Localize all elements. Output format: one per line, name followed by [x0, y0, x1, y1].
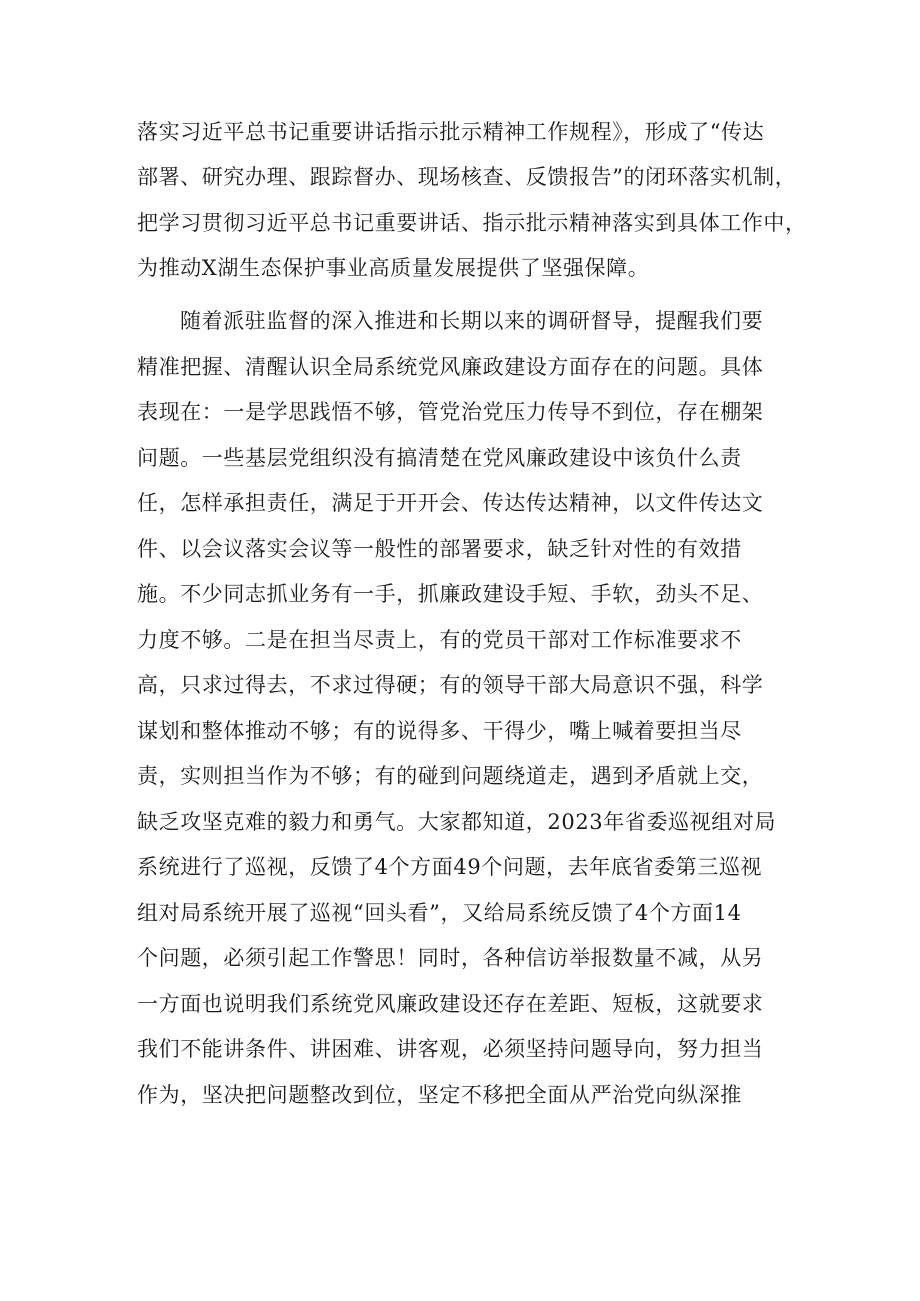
text-line-7: 表现在：一是学思践悟不够，管党治党压力传导不到位，存在棚架	[137, 400, 764, 424]
text-line-10: 件、以会议落实会议等一般性的部署要求，缺乏针对性的有效措	[137, 537, 742, 561]
text-line-22: 作为，坚决把问题整改到位，坚定不移把全面从严治党向纵深推	[137, 1083, 742, 1107]
text-line-6: 精准把握、清醒认识全局系统党风廉政建设方面存在的问题。具体	[137, 355, 764, 379]
text-line-21: 我们不能讲条件、讲困难、讲客观，必须坚持问题导向，努力担当	[137, 1037, 764, 1061]
text-line-12: 力度不够。二是在担当尽责上，有的党员干部对工作标准要求不	[137, 628, 742, 652]
text-line-9: 任，怎样承担责任，满足于开开会、传达传达精神，以文件传达文	[137, 491, 764, 515]
text-line-1: 落实习近平总书记重要讲话指示批示精神工作规程》，形成了“传达	[137, 120, 765, 144]
text-line-15: 责，实则担当作为不够；有的碰到问题绕道走，遇到矛盾就上交，	[137, 764, 764, 788]
text-line-4: 为推动X湖生态保护事业高质量发展提供了坚强保障。	[137, 256, 650, 280]
text-line-20: 一方面也说明我们系统党风廉政建设还存在差距、短板，这就要求	[137, 992, 764, 1016]
text-line-18: 组对局系统开展了巡视“回头看”，又给局系统反馈了4个方面14	[137, 901, 742, 925]
text-line-11: 施。不少同志抓业务有一手，抓廉政建设手短、手软，劲头不足、	[137, 582, 764, 606]
text-line-16: 缺乏攻坚克难的毅力和勇气。大家都知道，2023年省委巡视组对局	[137, 810, 777, 834]
text-line-2: 部署、研究办理、跟踪督办、现场核查、反馈报告”的闭环落实机制，	[137, 165, 797, 189]
text-line-3: 把学习贯彻习近平总书记重要讲话、指示批示精神落实到具体工作中，	[137, 211, 807, 235]
text-line-5: 随着派驻监督的深入推进和长期以来的调研督导，提醒我们要	[180, 309, 764, 333]
text-line-14: 谋划和整体推动不够；有的说得多、干得少，嘴上喊着要担当尽	[137, 719, 742, 743]
text-line-8: 问题。一些基层党组织没有搞清楚在党风廉政建设中该负什么责	[137, 446, 742, 470]
text-line-17: 系统进行了巡视，反馈了4个方面49个问题，去年底省委第三巡视	[137, 855, 763, 879]
text-line-13: 高，只求过得去，不求过得硬；有的领导干部大局意识不强，科学	[137, 673, 764, 697]
text-line-19: 个问题，必须引起工作警思！同时，各种信访举报数量不减，从另	[137, 946, 764, 970]
